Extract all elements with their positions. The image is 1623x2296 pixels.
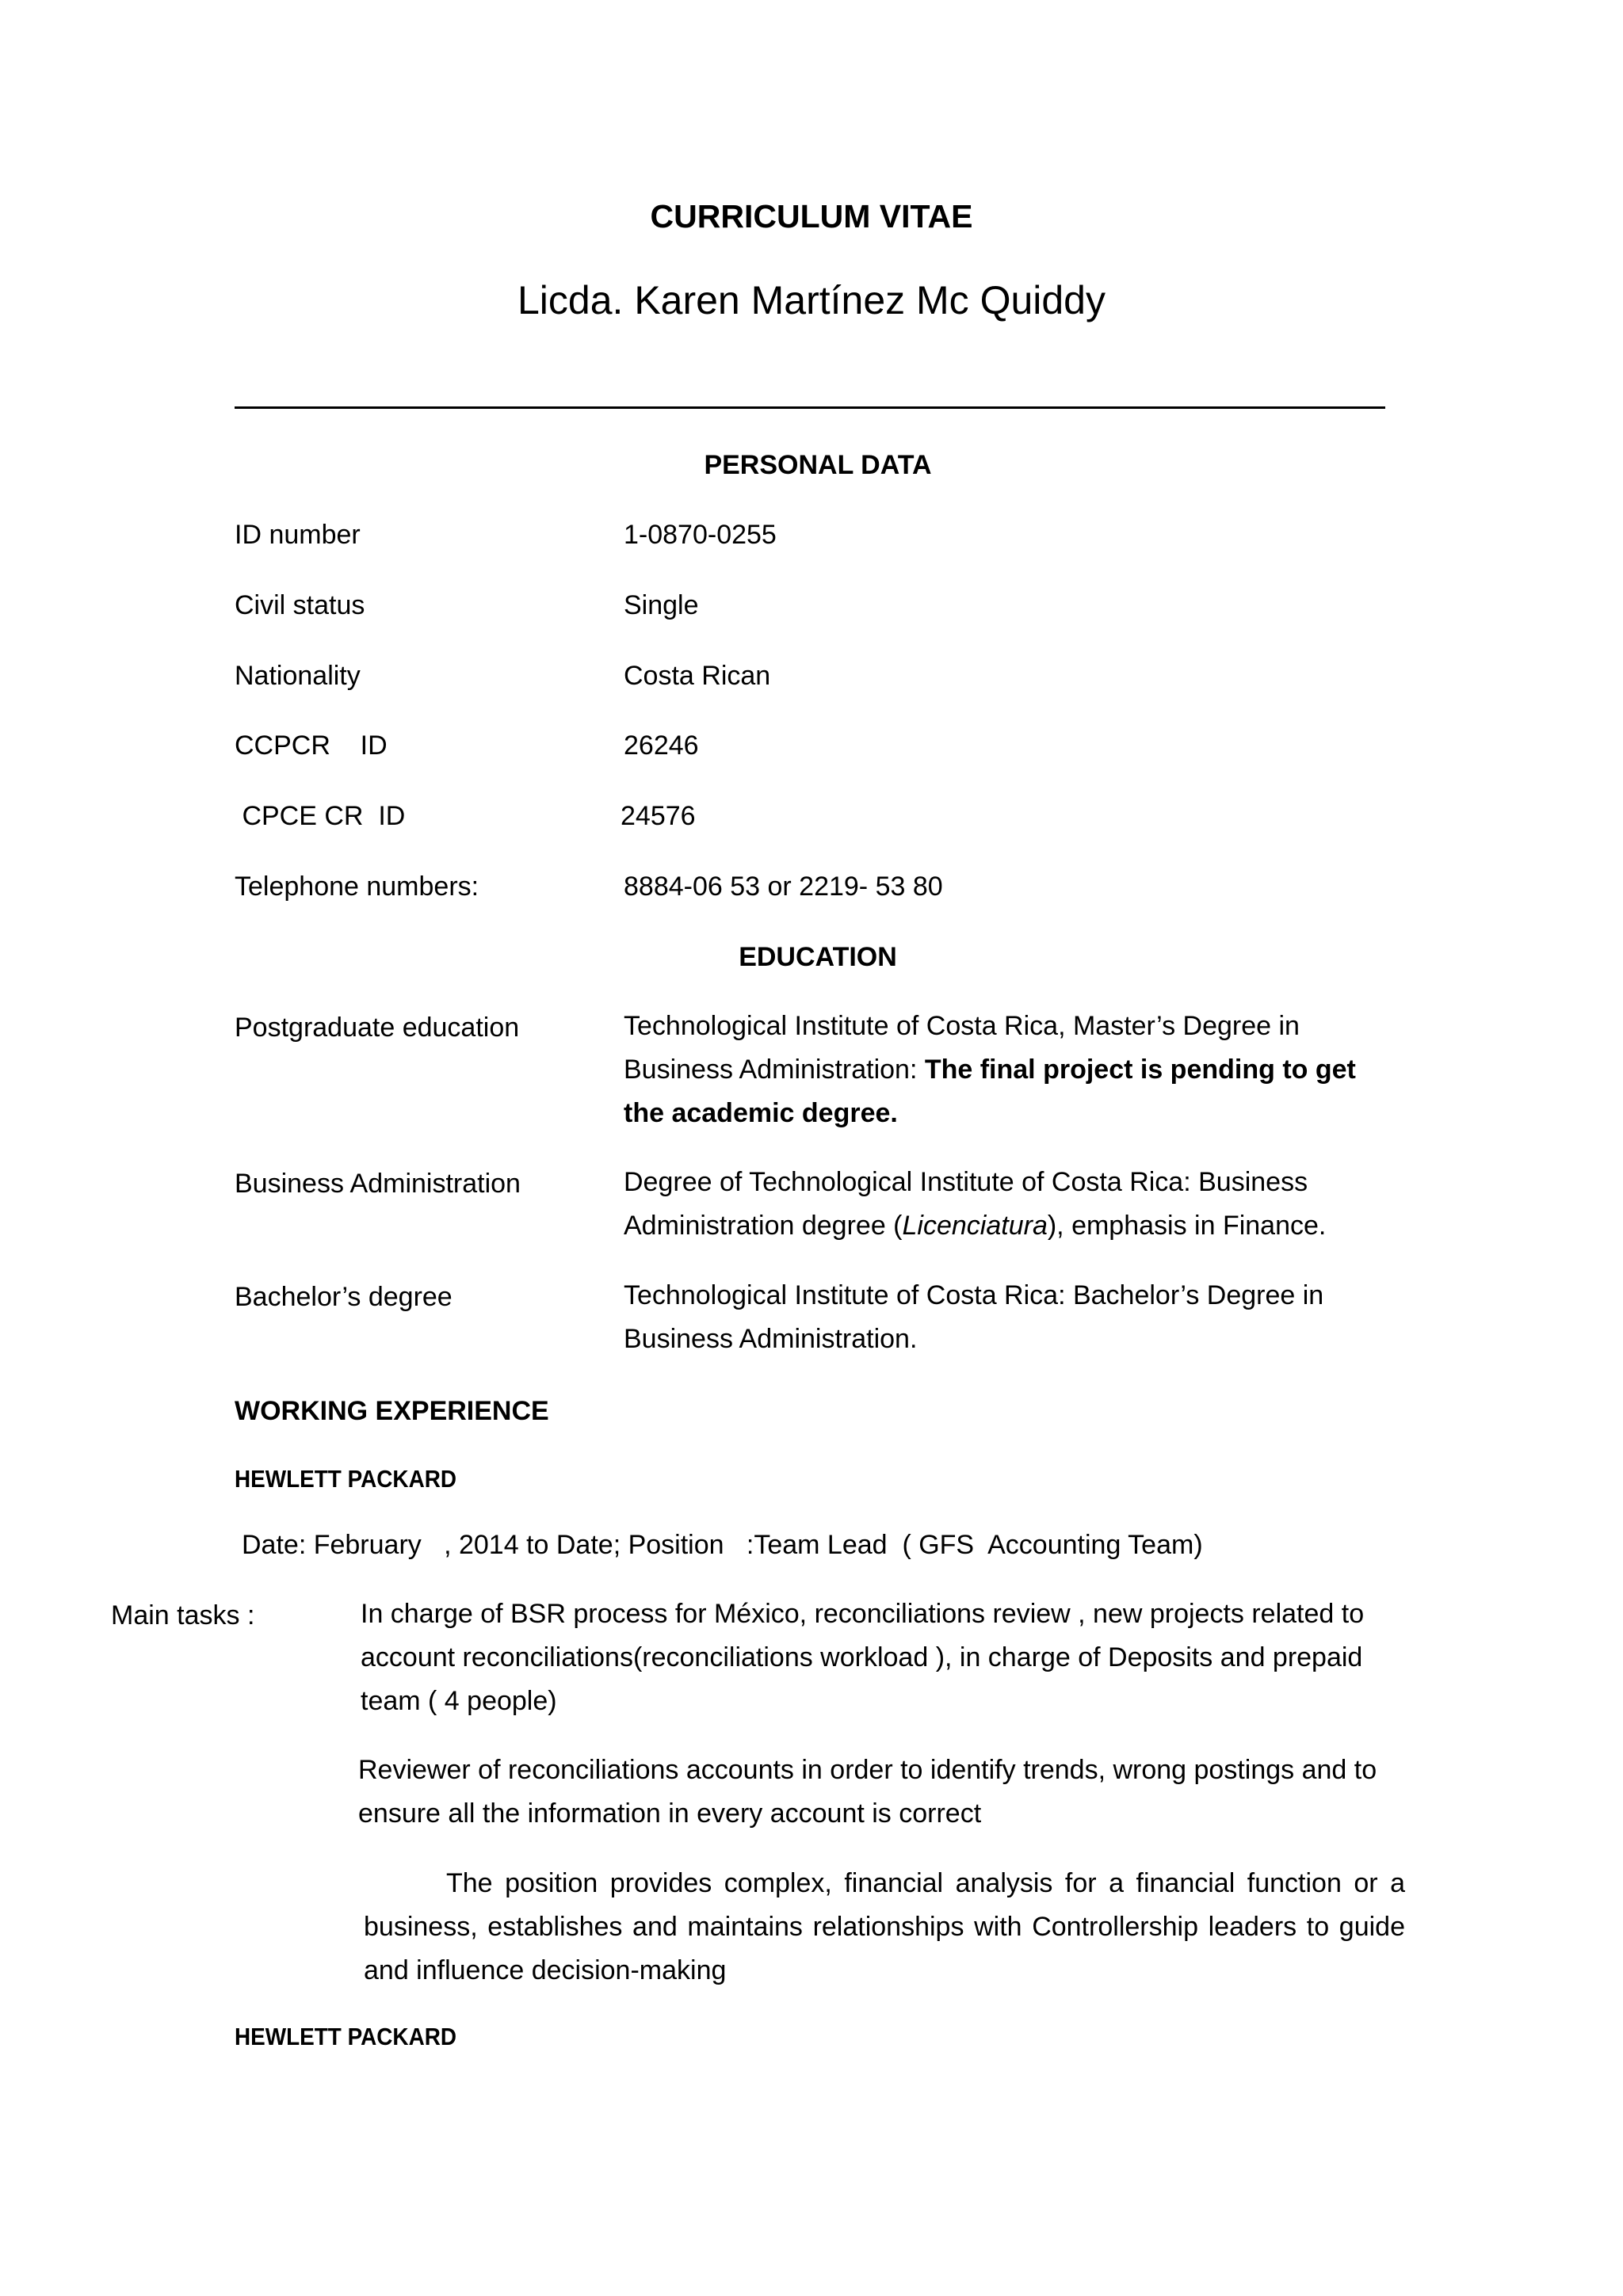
id-number-value: 1-0870-0255 xyxy=(624,520,777,550)
postgraduate-description xyxy=(624,1005,1400,1135)
nationality-value: Costa Rican xyxy=(624,661,771,691)
company-name: HEWLETT PACKARD xyxy=(235,1465,457,1493)
cpce-cr-id-value: 24576 xyxy=(621,801,696,831)
business-admin-label: Business Administration xyxy=(235,1169,521,1199)
company-name: HEWLETT PACKARD xyxy=(235,2023,457,2050)
working-experience-heading: WORKING EXPERIENCE xyxy=(235,1396,549,1426)
task-item xyxy=(358,1749,1404,1836)
telephone-value: 8884-06 53 or 2219- 53 80 xyxy=(624,871,943,902)
business-admin-text: Degree of Technological Institute of Costa Rica: Business Administration degree ( xyxy=(624,1167,1308,1241)
task-text: In charge of BSR process for México, reconciliations review , new projects related to account reconciliations(reconciliations workload ), in charge of Deposits and prepaid team ( 4 people) xyxy=(361,1599,1365,1716)
postgraduate-label: Postgraduate education xyxy=(235,1013,520,1043)
task-item xyxy=(364,1862,1405,1993)
ccpcr-id-label: CCPCR ID xyxy=(235,730,388,761)
cpce-cr-id-label: CPCE CR ID xyxy=(235,801,406,831)
civil-status-value: Single xyxy=(624,590,699,620)
telephone-label: Telephone numbers: xyxy=(235,871,479,902)
task-text: The position provides complex, financial analysis for a financial function or a business, establishes and maintains relationships with Controllership leaders to guide and influence decision-making xyxy=(364,1868,1405,1985)
id-number-label: ID number xyxy=(235,520,361,550)
document-title: CURRICULUM VITAE xyxy=(650,198,973,235)
business-admin-emphasis: ), emphasis in Finance. xyxy=(1047,1211,1327,1241)
position-date-line: Date: February , 2014 to Date; Position :Team Lead ( GFS Accounting Team) xyxy=(242,1530,1203,1560)
licenciatura-term: Licenciatura xyxy=(902,1211,1048,1241)
business-admin-description xyxy=(624,1161,1400,1248)
header-divider xyxy=(235,406,1385,409)
education-heading: EDUCATION xyxy=(739,942,897,972)
candidate-name: Licda. Karen Martínez Mc Quiddy xyxy=(517,278,1106,322)
nationality-label: Nationality xyxy=(235,661,361,691)
bachelor-label: Bachelor’s degree xyxy=(235,1282,453,1312)
task-item xyxy=(361,1592,1407,1723)
postgraduate-note: The final project is pending to get the academic degree. xyxy=(624,1055,1356,1128)
personal-data-heading: PERSONAL DATA xyxy=(704,450,932,480)
task-text: Reviewer of reconciliations accounts in order to identify trends, wrong postings and to ensure all the information in every account is correct xyxy=(358,1755,1377,1829)
main-tasks-label: Main tasks : xyxy=(111,1600,255,1630)
bachelor-description: Technological Institute of Costa Rica: Bachelor’s Degree in Business Administration. xyxy=(624,1280,1324,1354)
postgraduate-text: Technological Institute of Costa Rica, Master’s Degree in Business Administration: xyxy=(624,1011,1300,1085)
ccpcr-id-value: 26246 xyxy=(624,730,699,761)
civil-status-label: Civil status xyxy=(235,590,365,620)
